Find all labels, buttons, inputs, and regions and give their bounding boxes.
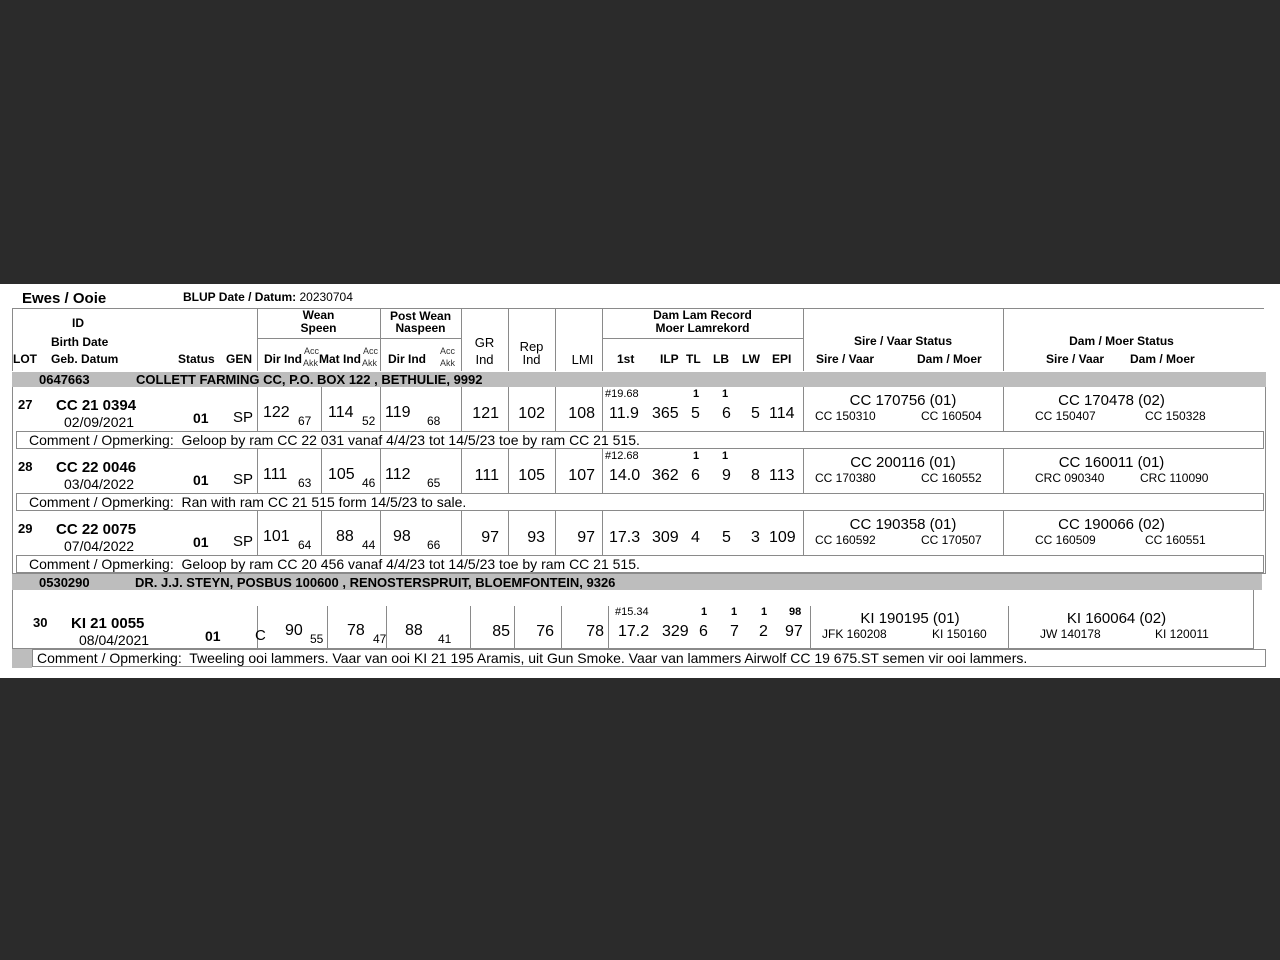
lw-top: 1 <box>761 606 768 618</box>
header-status: Status <box>178 352 215 366</box>
header-lmi: LMI <box>571 352 594 367</box>
lb-top: 1 <box>722 388 729 400</box>
cell-divider <box>602 449 603 493</box>
rep-ind: 102 <box>518 405 545 422</box>
dam-sire: CRC 090340 <box>1035 471 1105 485</box>
blup-date <box>183 290 353 304</box>
header-lot: LOT <box>13 352 37 366</box>
rep-ind: 76 <box>536 623 554 640</box>
header-tl: TL <box>686 352 701 366</box>
header-acc: Acc <box>363 346 379 356</box>
header-mid-rule-dam <box>602 338 803 339</box>
header-gr: GR <box>474 335 495 350</box>
sire-sire: JFK 160208 <box>822 627 887 641</box>
tl: 6 <box>699 623 708 640</box>
gr-ind: 85 <box>492 623 510 640</box>
dam-sire: CC 150407 <box>1035 409 1096 423</box>
wean-dir-acc: 55 <box>310 632 324 646</box>
header-wean-en: Wean <box>302 308 335 322</box>
status: 01 <box>193 472 209 488</box>
lmi: 108 <box>568 405 595 422</box>
animal-id: CC 21 0394 <box>56 397 137 414</box>
header-wean-af: Speen <box>300 321 337 335</box>
dam-id: CC 170478 (02) <box>1058 392 1165 409</box>
status: 01 <box>205 628 221 644</box>
lmi: 97 <box>577 529 595 546</box>
dam-avg: #15.34 <box>615 606 649 618</box>
dam-avg: #19.68 <box>605 388 639 400</box>
lb: 7 <box>730 623 739 640</box>
comment-text: Ran with ram CC 21 515 form 14/5/23 to sale. <box>181 494 467 510</box>
header-wean-dir-ind: Dir Ind <box>264 352 302 366</box>
wean-mat-ind: 78 <box>347 622 365 639</box>
animal-id: CC 22 0046 <box>56 459 137 476</box>
tl: 6 <box>691 467 700 484</box>
header-acc: Acc <box>440 346 456 356</box>
lw: 3 <box>751 529 760 546</box>
gr-ind: 97 <box>481 529 499 546</box>
tl: 5 <box>691 405 700 422</box>
lmi: 78 <box>586 623 604 640</box>
dam-id: KI 160064 (02) <box>1066 610 1167 627</box>
header-sire-dam: Dam / Moer <box>917 352 982 366</box>
header-post-wean-en: Post Wean <box>389 309 452 323</box>
animal-id: CC 22 0075 <box>56 521 137 538</box>
dam-id: CC 160011 (01) <box>1058 454 1165 471</box>
comment <box>16 555 1264 573</box>
breeder-band <box>12 372 1266 387</box>
wean-mat-acc: 46 <box>362 476 376 490</box>
header-birth-date: Birth Date <box>51 335 109 349</box>
page-title: Ewes / Ooie <box>22 290 107 307</box>
epi-top: 98 <box>789 606 802 618</box>
ilp: 329 <box>662 623 689 640</box>
lw: 5 <box>751 405 760 422</box>
breeder-code: 0530290 <box>39 575 90 590</box>
gr-ind: 111 <box>474 467 499 484</box>
status: 01 <box>193 534 209 550</box>
first-lamb: 14.0 <box>609 467 641 484</box>
header-post-wean-af: Naspeen <box>395 321 446 335</box>
lb: 6 <box>722 405 731 422</box>
ilp: 365 <box>652 405 679 422</box>
gen: C <box>255 627 266 644</box>
wean-mat-ind: 105 <box>328 466 355 483</box>
post-dir-ind: 88 <box>405 622 423 639</box>
lw: 8 <box>751 467 760 484</box>
ilp: 309 <box>652 529 679 546</box>
animal-id: KI 21 0055 <box>71 615 145 632</box>
wean-dir-ind: 101 <box>263 528 290 545</box>
breeder-band <box>12 574 1262 590</box>
header-lb: LB <box>713 352 729 366</box>
cell-divider <box>380 511 381 555</box>
cell-divider <box>321 387 322 431</box>
wean-mat-acc: 44 <box>362 538 376 552</box>
cell-divider <box>608 606 609 648</box>
breeder-name: DR. J.J. STEYN, POSBUS 100600 , RENOSTERSPRUIT, BLOEMFONTEIN, 9326 <box>135 575 616 590</box>
cell-divider <box>321 511 322 555</box>
lb: 5 <box>722 529 731 546</box>
header-akk: Akk <box>362 358 378 368</box>
wean-mat-ind: 88 <box>336 528 354 545</box>
dam-dam: CRC 110090 <box>1140 471 1209 485</box>
sire-dam: CC 170507 <box>921 533 982 547</box>
comment-text: Geloop by ram CC 22 031 vanaf 4/4/23 tot 14/5/23 toe by ram CC 21 515. <box>181 432 640 448</box>
header-sire-status: Sire / Vaar Status <box>853 334 953 348</box>
wean-dir-acc: 63 <box>298 476 312 490</box>
status: 01 <box>193 410 209 426</box>
birth-date: 02/09/2021 <box>64 414 135 430</box>
blup-date-label: BLUP Date / Datum: <box>183 290 297 304</box>
epi: 109 <box>769 529 796 546</box>
dam-avg: #12.68 <box>605 450 639 462</box>
lb-top: 1 <box>722 450 729 462</box>
lot-number: 28 <box>18 459 33 474</box>
post-dir-ind: 98 <box>393 528 411 545</box>
wean-mat-acc: 47 <box>373 632 387 646</box>
cell-divider <box>257 449 258 493</box>
header-acc: Acc <box>304 346 320 356</box>
post-dir-acc: 65 <box>427 476 441 490</box>
header-gr-ind: Ind <box>475 352 494 367</box>
tl: 4 <box>691 529 700 546</box>
wean-dir-ind: 111 <box>263 466 288 483</box>
comment-label: Comment / Opmerking: <box>29 432 174 448</box>
gen: SP <box>233 533 254 550</box>
cell-divider <box>602 511 603 555</box>
header-post-dir-ind: Dir Ind <box>388 352 426 366</box>
header-dam-status: Dam / Moer Status <box>1069 334 1174 348</box>
cell-divider <box>321 449 322 493</box>
comment <box>16 493 1264 511</box>
first-lamb: 11.9 <box>609 405 639 422</box>
sire-sire: CC 160592 <box>815 533 876 547</box>
wean-dir-ind: 90 <box>285 622 303 639</box>
comment-text: Tweeling ooi lammers. Vaar van ooi KI 21 195 Aramis, uit Gun Smoke. Vaar van lammers Airwolf CC 19 675.ST semen vir ooi lammers. <box>189 650 1028 666</box>
comment-label: Comment / Opmerking: <box>29 494 174 510</box>
breeder-code: 0647663 <box>39 372 90 387</box>
header-rep-ind: Ind <box>522 352 541 367</box>
wean-dir-ind: 122 <box>263 404 290 421</box>
birth-date: 08/04/2021 <box>79 632 150 648</box>
catalog-page <box>0 284 1280 678</box>
lb-top: 1 <box>731 606 738 618</box>
ilp: 362 <box>652 467 679 484</box>
epi: 97 <box>785 623 803 640</box>
sire-id: CC 170756 (01) <box>849 392 957 409</box>
rep-ind: 93 <box>527 529 545 546</box>
cell-divider <box>327 606 328 648</box>
header-gen: GEN <box>226 352 253 366</box>
epi: 114 <box>769 405 795 422</box>
header-1st: 1st <box>617 352 635 366</box>
breeder-name: COLLETT FARMING CC, P.O. BOX 122 , BETHULIE, 9992 <box>136 372 483 387</box>
dam-id: CC 190066 (02) <box>1058 516 1165 533</box>
lot-number: 29 <box>18 521 33 536</box>
header-akk: Akk <box>303 358 319 368</box>
cell-divider <box>380 449 381 493</box>
header-dam-lam-af: Moer Lamrekord <box>655 321 750 335</box>
tl-top: 1 <box>693 388 700 400</box>
header-dam-dam: Dam / Moer <box>1130 352 1195 366</box>
header-rep: Rep <box>519 339 544 354</box>
lot-number: 30 <box>33 615 48 630</box>
sire-sire: CC 170380 <box>815 471 876 485</box>
first-lamb: 17.2 <box>618 623 650 640</box>
header-id: ID <box>72 316 84 330</box>
post-dir-ind: 119 <box>385 404 411 421</box>
birth-date: 03/04/2022 <box>64 476 135 492</box>
header-lw: LW <box>742 352 760 366</box>
epi: 113 <box>769 467 795 484</box>
post-dir-acc: 68 <box>427 414 441 428</box>
post-dir-ind: 112 <box>385 466 411 483</box>
header-dam-sire: Sire / Vaar <box>1046 352 1105 366</box>
sire-dam: CC 160552 <box>921 471 982 485</box>
header-epi: EPI <box>772 352 792 366</box>
dam-sire: CC 160509 <box>1035 533 1096 547</box>
dam-dam: CC 160551 <box>1145 533 1206 547</box>
comment-label: Comment / Opmerking: <box>29 556 174 572</box>
sire-sire: CC 150310 <box>815 409 876 423</box>
sire-dam: KI 150160 <box>932 627 987 641</box>
gen: SP <box>233 471 254 488</box>
dam-sire: JW 140178 <box>1040 627 1101 641</box>
cell-divider <box>380 387 381 431</box>
wean-mat-ind: 114 <box>328 404 354 421</box>
header-sire-sire: Sire / Vaar <box>816 352 875 366</box>
rep-ind: 105 <box>518 467 545 484</box>
header-ilp: ILP <box>660 352 679 366</box>
wean-dir-acc: 67 <box>298 414 312 428</box>
wean-mat-acc: 52 <box>362 414 376 428</box>
header-dam-lam-en: Dam Lam Record <box>653 308 752 322</box>
dam-dam: CC 150328 <box>1145 409 1206 423</box>
cell-divider <box>602 387 603 431</box>
comment <box>16 431 1264 449</box>
lmi: 107 <box>568 467 595 484</box>
cell-divider <box>257 387 258 431</box>
post-dir-acc: 41 <box>438 632 452 646</box>
comment-label: Comment / Opmerking: <box>37 650 182 666</box>
comment-text: Geloop by ram CC 20 456 vanaf 4/4/23 tot 14/5/23 toe by ram CC 21 515. <box>181 556 640 572</box>
dam-dam: KI 120011 <box>1155 627 1209 641</box>
blup-date-value: 20230704 <box>299 290 353 304</box>
tl-top: 1 <box>693 450 700 462</box>
comment <box>32 649 1266 667</box>
lot-number: 27 <box>18 397 33 412</box>
wean-dir-acc: 64 <box>298 538 312 552</box>
header-mid-rule-wean <box>257 338 461 339</box>
tl-top: 1 <box>701 606 708 618</box>
gen: SP <box>233 409 254 426</box>
lw: 2 <box>759 623 768 640</box>
lb: 9 <box>722 467 731 484</box>
header-geb-datum: Geb. Datum <box>51 352 119 366</box>
gr-ind: 121 <box>472 405 499 422</box>
header-akk: Akk <box>440 358 456 368</box>
post-dir-acc: 66 <box>427 538 441 552</box>
sire-id: CC 190358 (01) <box>849 516 957 533</box>
cell-divider <box>257 511 258 555</box>
sire-dam: CC 160504 <box>921 409 982 423</box>
sire-id: KI 190195 (01) <box>860 610 960 627</box>
header-wean-mat-ind: Mat Ind <box>319 352 361 366</box>
sire-id: CC 200116 (01) <box>850 454 956 471</box>
birth-date: 07/04/2022 <box>64 538 135 554</box>
first-lamb: 17.3 <box>609 529 641 546</box>
